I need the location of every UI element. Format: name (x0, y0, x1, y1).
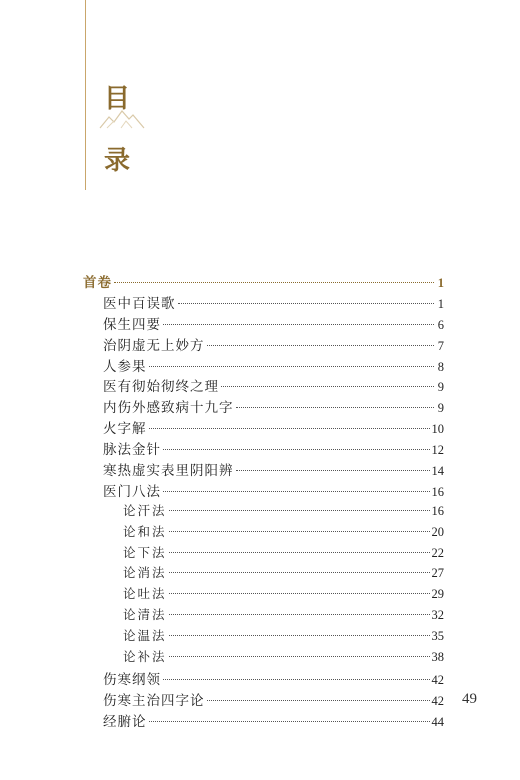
toc-entry[interactable] (83, 647, 444, 668)
toc-entry[interactable] (83, 313, 444, 334)
toc-entry-title: 内伤外感致病十九字 (103, 400, 234, 417)
toc-entry[interactable] (83, 605, 444, 626)
dot-leader (163, 324, 434, 325)
toc-entry[interactable] (83, 355, 444, 376)
dot-leader (149, 721, 430, 722)
toc-entry[interactable] (83, 710, 444, 731)
dot-leader (149, 366, 435, 367)
toc-entry[interactable] (83, 543, 444, 564)
toc-entry-title: 医中百误歌 (103, 295, 176, 312)
toc-entry[interactable] (83, 584, 444, 605)
toc-entry-title: 论下法 (123, 544, 167, 560)
toc-entry-title: 经腑论 (103, 713, 147, 730)
toc-entry-page: 32 (431, 608, 444, 623)
dot-leader (169, 552, 430, 553)
toc-entry-page: 1 (437, 276, 444, 290)
toc-entry[interactable] (83, 417, 444, 438)
toc-entry-title: 火字解 (103, 421, 147, 438)
toc-entry[interactable] (83, 480, 444, 501)
toc-entry-title: 伤寒主治四字论 (103, 692, 205, 709)
dot-leader (149, 428, 430, 429)
toc-entry[interactable] (83, 271, 444, 292)
dot-leader (163, 491, 430, 492)
toc-entry[interactable] (83, 522, 444, 543)
dot-leader (207, 345, 435, 346)
dot-leader (236, 407, 435, 408)
toc-entry-page: 6 (437, 317, 444, 332)
title-char-lu: 录 (104, 146, 131, 176)
dot-leader (169, 531, 430, 532)
table-of-contents (83, 271, 444, 731)
toc-entry-title: 论补法 (123, 649, 167, 665)
dot-leader (169, 656, 430, 657)
toc-entry-page: 20 (431, 524, 444, 539)
toc-entry-page: 42 (431, 672, 444, 687)
toc-entry-title: 寒热虚实表里阴阳辨 (103, 463, 234, 480)
dot-leader (163, 679, 430, 680)
toc-entry-page: 9 (437, 380, 444, 395)
dot-leader (236, 470, 430, 471)
toc-entry-page: 16 (431, 484, 444, 499)
mountain-ornament-icon (99, 108, 145, 130)
toc-entry-page: 38 (431, 650, 444, 665)
toc-entry[interactable] (83, 626, 444, 647)
toc-entry[interactable] (83, 334, 444, 355)
toc-entry[interactable] (83, 438, 444, 459)
toc-entry-page: 22 (431, 545, 444, 560)
toc-entry-title: 论温法 (123, 628, 167, 644)
toc-entry[interactable] (83, 689, 444, 710)
toc-entry-title: 保生四要 (103, 316, 161, 333)
toc-entry-page: 35 (431, 629, 444, 644)
toc-entry-page: 16 (431, 503, 444, 518)
toc-entry-title: 论清法 (123, 607, 167, 623)
toc-entry[interactable] (83, 563, 444, 584)
decorative-vertical-rule (85, 0, 86, 190)
dot-leader (114, 282, 434, 283)
toc-entry-page: 1 (437, 296, 444, 311)
toc-entry-title: 论消法 (123, 565, 167, 581)
dot-leader (178, 303, 435, 304)
toc-entry-title: 医门八法 (103, 483, 161, 500)
dot-leader (221, 386, 434, 387)
dot-leader (163, 449, 430, 450)
dot-leader (207, 700, 430, 701)
toc-entry-title: 脉法金针 (103, 442, 161, 459)
toc-entry-page: 44 (431, 714, 444, 729)
page-number: 49 (462, 691, 477, 707)
toc-entry[interactable] (83, 292, 444, 313)
toc-entry[interactable] (83, 501, 444, 522)
toc-entry-title: 首卷 (83, 275, 112, 291)
toc-entry-page: 27 (431, 566, 444, 581)
toc-entry[interactable] (83, 375, 444, 396)
toc-entry-page: 10 (431, 422, 444, 437)
dot-leader (169, 572, 430, 573)
toc-entry-title: 医有彻始彻终之理 (103, 379, 219, 396)
toc-entry-title: 治阴虚无上妙方 (103, 337, 205, 354)
dot-leader (169, 635, 430, 636)
toc-entry-page: 14 (431, 464, 444, 479)
dot-leader (169, 614, 430, 615)
title-char-mu: 目 (104, 84, 131, 114)
toc-entry-title: 论吐法 (123, 586, 167, 602)
toc-entry-title: 论汗法 (123, 502, 167, 518)
toc-entry-page: 42 (431, 693, 444, 708)
toc-entry-title: 论和法 (123, 523, 167, 539)
dot-leader (169, 510, 430, 511)
toc-entry[interactable] (83, 459, 444, 480)
toc-entry-title: 伤寒纲领 (103, 671, 161, 688)
toc-entry-page: 9 (437, 401, 444, 416)
toc-entry-page: 7 (437, 338, 444, 353)
dot-leader (169, 593, 430, 594)
toc-entry[interactable] (83, 396, 444, 417)
toc-entry-page: 8 (437, 359, 444, 374)
toc-entry-title: 人参果 (103, 358, 147, 375)
toc-entry-page: 29 (431, 587, 444, 602)
toc-entry[interactable] (83, 668, 444, 689)
toc-entry-page: 12 (431, 443, 444, 458)
